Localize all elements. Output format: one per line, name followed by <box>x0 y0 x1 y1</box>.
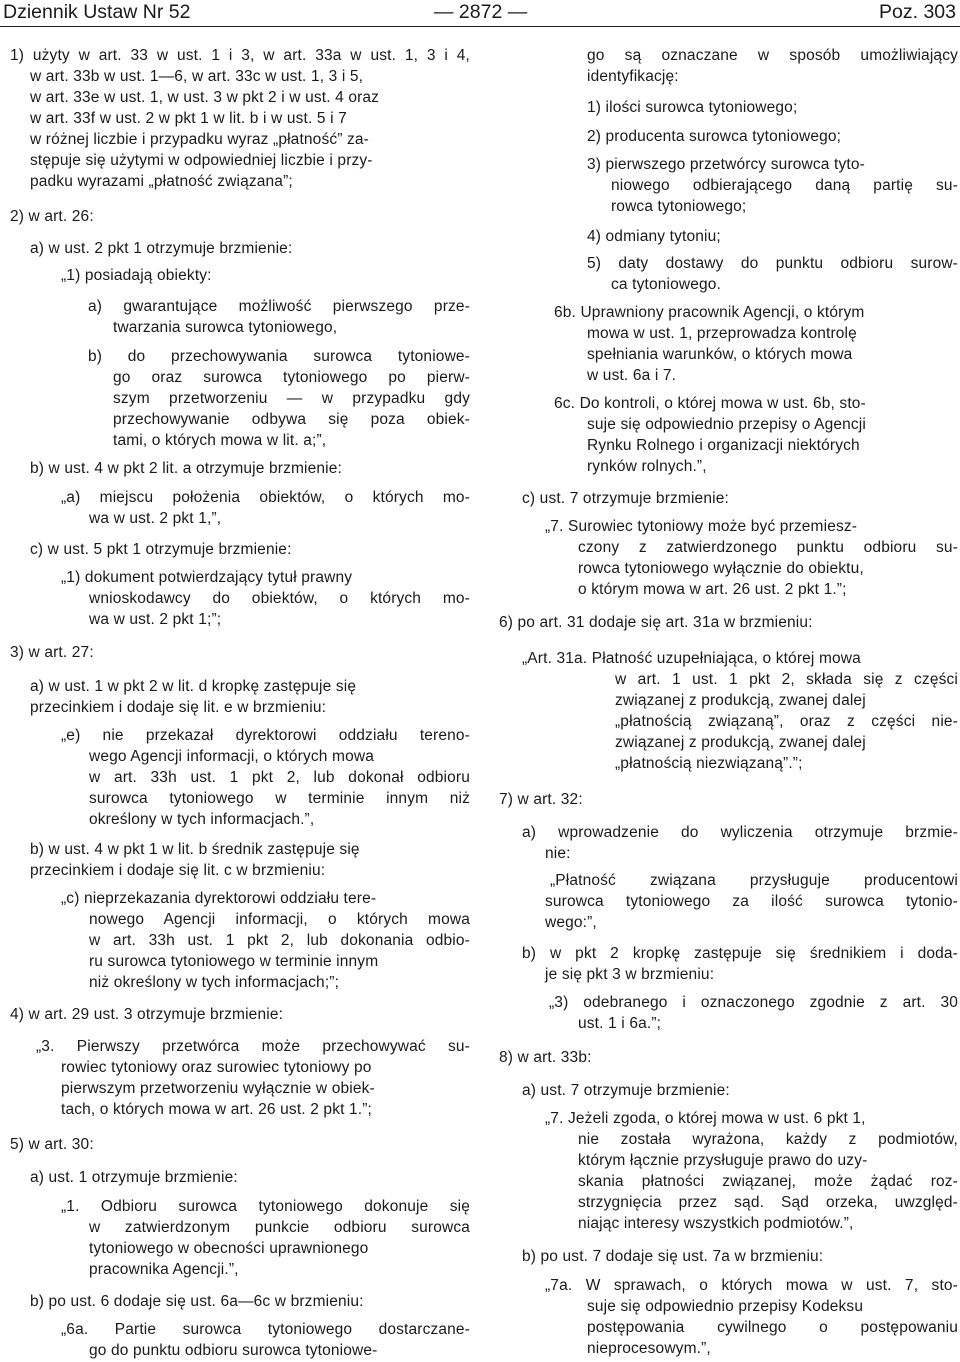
text-line: mowa w ust. 1, przeprowadza kontrolę <box>587 325 857 342</box>
text-line: 6c. Do kontroli, o której mowa w ust. 6b, sto- <box>554 395 866 412</box>
text-line: skania płatności związanej, może żądać roz- <box>578 1173 958 1190</box>
text-line: nieprocesowym.”, <box>587 1340 711 1357</box>
text-line: suje się odpowiednio przepisy Kodeksu <box>587 1298 864 1315</box>
text-line: 4) odmiany tytoniu; <box>587 228 721 245</box>
position-number: Poz. 303 <box>879 1 956 23</box>
text-line: w art. 33b w ust. 1—6, w art. 33c w ust. 1, 3 i 5, <box>30 68 364 85</box>
text-line: surowca tytoniowego w terminie innym niż <box>89 790 470 807</box>
text-line: je się pkt 3 w brzmieniu: <box>545 966 715 983</box>
journal-title: Dziennik Ustaw Nr 52 <box>3 1 191 23</box>
text-line: a) ust. 7 otrzymuje brzmienie: <box>522 1082 730 1099</box>
text-line: w zatwierdzonym punkcie odbioru surowca <box>89 1219 470 1236</box>
text-line: 1) użyty w art. 33 w ust. 1 i 3, w art. 33a w ust. 1, 3 i 4, <box>10 47 470 64</box>
text-line: związanej z produkcją, zwanej dalej <box>615 734 866 751</box>
text-line: b) w ust. 4 w pkt 1 w lit. b średnik zastępuje się <box>30 841 360 858</box>
text-line: b) po ust. 6 dodaje się ust. 6a—6c w brzmieniu: <box>30 1293 364 1310</box>
text-line: „7a. W sprawach, o których mowa w ust. 7, sto- <box>545 1277 958 1294</box>
text-line: postępowania cywilnego o postępowaniu <box>587 1319 958 1336</box>
text-line: wnioskodawcy do obiektów, o których mo- <box>89 590 470 607</box>
text-line: c) w ust. 5 pkt 1 otrzymuje brzmienie: <box>30 541 292 558</box>
text-line: rowiec tytoniowy oraz surowiec tytoniowy po <box>61 1059 372 1076</box>
text-line: ru surowca tytoniowego w terminie innym <box>89 953 379 970</box>
text-line: strzygnięcia przez sąd. Sąd orzeka, uwzględ- <box>578 1194 958 1211</box>
text-line: nie: <box>545 845 571 862</box>
text-line: „płatnością niezwiązaną”.”; <box>615 755 803 772</box>
text-line: w art. 33h ust. 1 pkt 2, lub dokonania odbio- <box>89 932 470 949</box>
text-line: twarzania surowca tytoniowego, <box>113 319 338 336</box>
text-line: „e) nie przekazał dyrektorowi oddziału tereno- <box>61 727 470 744</box>
text-line: „7. Surowiec tytoniowy może być przemiesz- <box>545 518 858 535</box>
text-line: „Płatność związana przysługuje producentowi <box>550 872 958 889</box>
text-line: o którym mowa w art. 26 ust. 2 pkt 1.”; <box>578 581 847 598</box>
text-line: wa w ust. 2 pkt 1;”; <box>89 611 222 628</box>
text-line: niowego odbierającego daną partię su- <box>611 177 958 194</box>
text-line: 5) daty dostawy do punktu odbioru surow- <box>587 255 958 272</box>
text-line: w art. 33f w ust. 2 w pkt 1 w lit. b i w ust. 5 i 7 <box>30 110 347 127</box>
text-line: w art. 33e w ust. 1, w ust. 3 w pkt 2 i w ust. 4 oraz <box>30 89 380 106</box>
text-line: padku wyrazami „płatność związana”; <box>30 173 293 190</box>
text-line: b) po ust. 7 dodaje się ust. 7a w brzmieniu: <box>522 1248 824 1265</box>
text-line: „1. Odbioru surowca tytoniowego dokonuje się <box>61 1198 470 1215</box>
text-line: „6a. Partie surowca tytoniowego dostarczane- <box>61 1321 470 1338</box>
text-line: w różnej liczbie i przypadku wyraz „płatność” za- <box>30 131 369 148</box>
text-line: 3) w art. 27: <box>10 644 94 661</box>
text-line: w art. 1 ust. 1 pkt 2, składa się z części <box>615 671 958 688</box>
text-line: c) ust. 7 otrzymuje brzmienie: <box>522 490 729 507</box>
text-line: a) gwarantujące możliwość pierwszego prze- <box>88 298 470 315</box>
text-line: ust. 1 i 6a.”; <box>578 1015 662 1032</box>
text-line: którym łącznie przysługuje prawo do uzy- <box>578 1152 868 1169</box>
text-line: surowca tytoniowego za ilość surowca tytonio- <box>545 893 958 910</box>
text-line: Rynku Rolnego i organizacji niektórych <box>587 437 860 454</box>
page-number: — 2872 — <box>434 1 528 23</box>
text-line: wego Agencji informacji, o których mowa <box>89 748 374 765</box>
text-line: określony w tych informacjach.”, <box>89 811 315 828</box>
text-line: 1) ilości surowca tytoniowego; <box>587 99 798 116</box>
text-line: „3) odebranego i oznaczonego zgodnie z art. 30 <box>549 994 958 1011</box>
text-line: 4) w art. 29 ust. 3 otrzymuje brzmienie: <box>10 1006 284 1023</box>
text-line: związanej z produkcją, zwanej dalej <box>615 692 866 709</box>
text-line: a) w ust. 2 pkt 1 otrzymuje brzmienie: <box>30 240 293 257</box>
text-line: 8) w art. 33b: <box>499 1049 592 1066</box>
text-line: przecinkiem i dodaje się lit. c w brzmieniu: <box>30 862 326 879</box>
text-line: tytoniowego w obecności uprawnionego <box>89 1240 369 1257</box>
text-line: 3) pierwszego przetwórcy surowca tyto- <box>587 156 865 173</box>
text-line: czony z zatwierdzonego punktu odbioru su- <box>578 539 958 556</box>
text-line: „1) posiadają obiekty: <box>61 267 212 284</box>
text-line: a) w ust. 1 w pkt 2 w lit. d kropkę zastępuje się <box>30 678 357 695</box>
text-line: przechowywanie odbywa się poza obiek- <box>113 411 470 428</box>
text-line: pracownika Agencji.”, <box>89 1261 239 1278</box>
text-line: nowego Agencji informacji, o których mowa <box>89 911 470 928</box>
text-line: tami, o których mowa w lit. a;”, <box>113 432 327 449</box>
text-line: 2) w art. 26: <box>10 208 94 225</box>
text-line: 5) w art. 30: <box>10 1136 94 1153</box>
text-line: pierwszym przetworzeniu wyłącznie w obiek- <box>61 1080 375 1097</box>
text-line: wa w ust. 2 pkt 1,”, <box>89 510 222 527</box>
text-line: stępuje się użytymi w odpowiedniej liczbie i przy- <box>30 152 373 169</box>
text-line: b) w pkt 2 kropkę zastępuje się średnikiem i doda- <box>522 945 958 962</box>
text-line: „c) nieprzekazania dyrektorowi oddziału tere- <box>61 890 377 907</box>
text-line: 6) po art. 31 dodaje się art. 31a w brzmieniu: <box>499 614 813 631</box>
text-line: „a) miejscu położenia obiektów, o których mo- <box>61 489 470 506</box>
text-line: „7. Jeżeli zgoda, o której mowa w ust. 6 pkt 1, <box>545 1110 866 1127</box>
text-line: rowca tytoniowego wyłącznie do obiektu, <box>578 560 864 577</box>
text-line: „3. Pierwszy przetwórca może przechowywać su- <box>36 1038 470 1055</box>
text-line: niając interesy wszystkich podmiotów.”, <box>578 1215 854 1232</box>
text-line: w ust. 6a i 7. <box>587 367 677 384</box>
text-line: niż określony w tych informacjach;”; <box>89 974 340 991</box>
text-line: go do punktu odbioru surowca tytoniowe- <box>89 1342 378 1359</box>
text-line: w art. 33h ust. 1 pkt 2, lub dokonał odbioru <box>89 769 470 786</box>
text-line: tach, o których mowa w art. 26 ust. 2 pkt 1.”; <box>61 1101 372 1118</box>
text-line: rowca tytoniowego; <box>611 198 747 215</box>
text-line: rynków rolnych.”, <box>587 458 707 475</box>
text-line: przecinkiem i dodaje się lit. e w brzmieniu: <box>30 699 327 716</box>
text-line: 2) producenta surowca tytoniowego; <box>587 128 842 145</box>
text-line: „Art. 31a. Płatność uzupełniająca, o której mowa <box>522 650 861 667</box>
text-line: szym przetworzeniu — w przypadku gdy <box>113 390 470 407</box>
text-line: b) w ust. 4 w pkt 2 lit. a otrzymuje brzmienie: <box>30 460 342 477</box>
text-line: 7) w art. 32: <box>499 791 583 808</box>
text-line: „płatnością związaną”, oraz z części nie- <box>615 713 958 730</box>
text-line: spełniania warunków, o których mowa <box>587 346 853 363</box>
text-line: go są oznaczane w sposób umożliwiający <box>587 47 958 64</box>
text-line: nie została wyrażona, każdy z podmiotów, <box>578 1131 958 1148</box>
text-line: 6b. Uprawniony pracownik Agencji, o którym <box>554 304 865 321</box>
text-line: a) ust. 1 otrzymuje brzmienie: <box>30 1169 238 1186</box>
text-line: „1) dokument potwierdzający tytuł prawny <box>61 569 353 586</box>
text-line: go oraz surowca tytoniowego po pierw- <box>113 369 470 386</box>
text-line: identyfikację: <box>587 68 679 85</box>
text-line: ca tytoniowego. <box>611 276 721 293</box>
text-line: wego:”, <box>545 914 597 931</box>
text-line: a) wprowadzenie do wyliczenia otrzymuje brzmie- <box>522 824 958 841</box>
text-line: b) do przechowywania surowca tytoniowe- <box>88 348 470 365</box>
text-line: suje się odpowiednio przepisy o Agencji <box>587 416 866 433</box>
